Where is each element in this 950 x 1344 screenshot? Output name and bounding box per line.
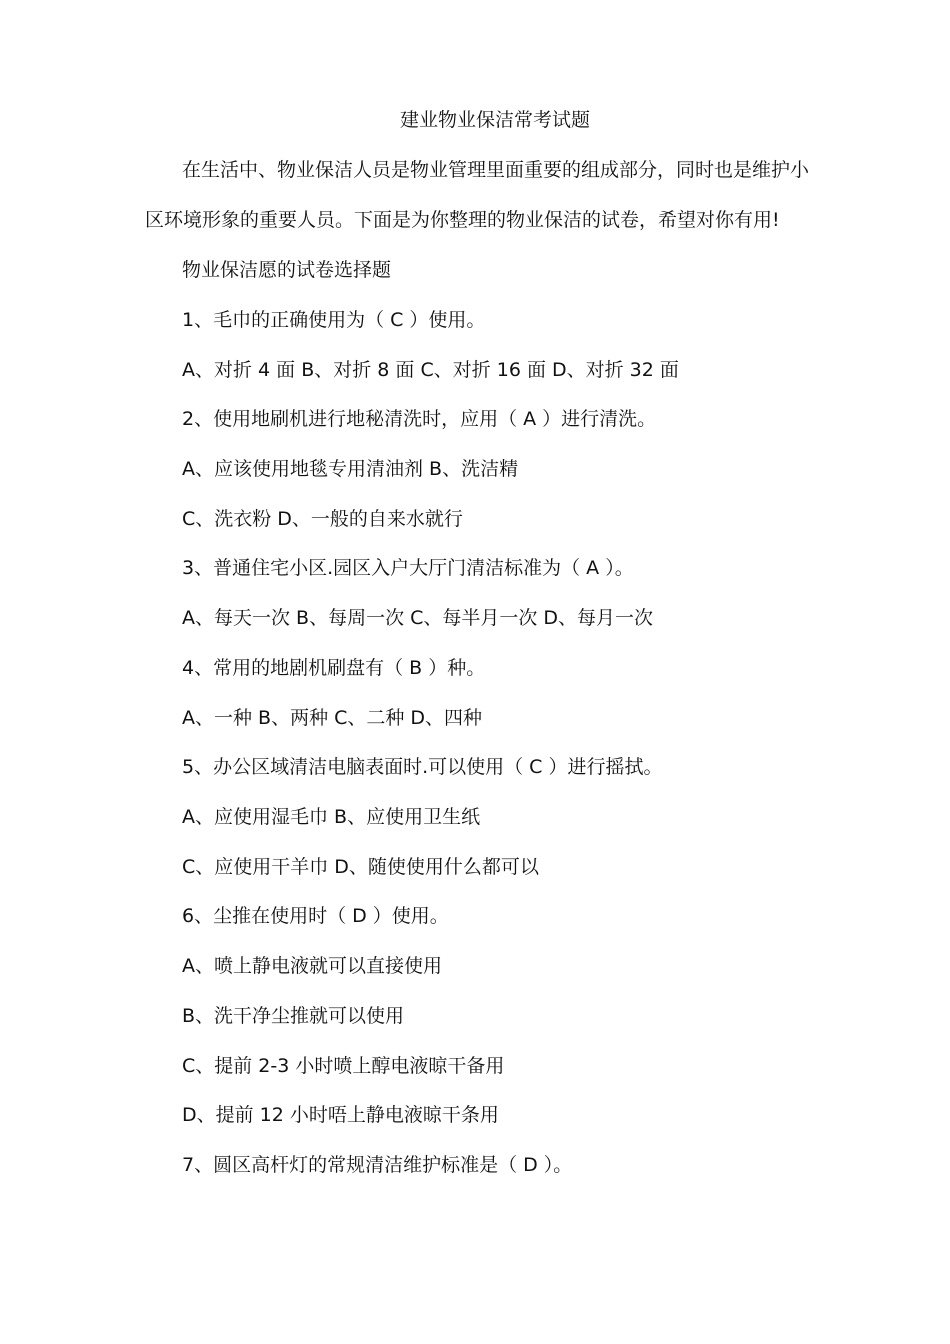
question-3-options: A、每天一次 B、每周一次 C、每半月一次 D、每月一次 (182, 607, 654, 629)
question-6-option-c: C、提前 2-3 小时喷上醇电液晾干备用 (182, 1055, 505, 1077)
question-5: 5、办公区域清洁电脑表面时.可以使用（ C ）进行摇拭。 (182, 756, 663, 778)
section-heading: 物业保洁愿的试卷选择题 (182, 259, 392, 281)
question-2-options-ab: A、应该使用地毯专用清油剂 B、洗洁精 (182, 458, 519, 480)
question-6-option-d: D、提前 12 小时唔上静电液晾干条用 (182, 1104, 499, 1126)
question-5-options-ab: A、应使用湿毛巾 B、应使用卫生纸 (182, 806, 481, 828)
question-6: 6、尘推在使用时（ D ）使用。 (182, 905, 449, 927)
question-2-options-cd: C、洗衣粉 D、一般的自来水就行 (182, 508, 463, 530)
question-1-options: A、对折 4 面 B、对折 8 面 C、对折 16 面 D、对折 32 面 (182, 359, 679, 381)
question-6-option-b: B、洗干净尘推就可以使用 (182, 1005, 405, 1027)
question-4: 4、常用的地剧机刷盘有（ B ）种。 (182, 657, 486, 679)
question-2: 2、使用地刷机进行地秘清洗时，应用（ A ）进行清洗。 (182, 408, 657, 430)
intro-paragraph-line-2: 区环境形象的重要人员。下面是为你整理的物业保洁的试卷，希望对你有用! (145, 209, 780, 231)
question-3: 3、普通住宅小区.园区入户大厅门清洁标准为（ A ）。 (182, 557, 634, 579)
question-4-options: A、一种 B、两种 C、二种 D、四种 (182, 707, 483, 729)
question-5-options-cd: C、应使用干羊巾 D、随使使用什么都可以 (182, 856, 539, 878)
document-title: 建业物业保洁常考试题 (399, 109, 590, 131)
question-6-option-a: A、喷上静电液就可以直接使用 (182, 955, 442, 977)
intro-paragraph-line-1: 在生活中、物业保洁人员是物业管理里面重要的组成部分，同时也是维护小 (182, 159, 810, 181)
question-7: 7、圆区高杆灯的常规清洁维护标准是（ D ）。 (182, 1154, 573, 1176)
question-1: 1、毛巾的正确使用为（ C ）使用。 (182, 309, 486, 331)
